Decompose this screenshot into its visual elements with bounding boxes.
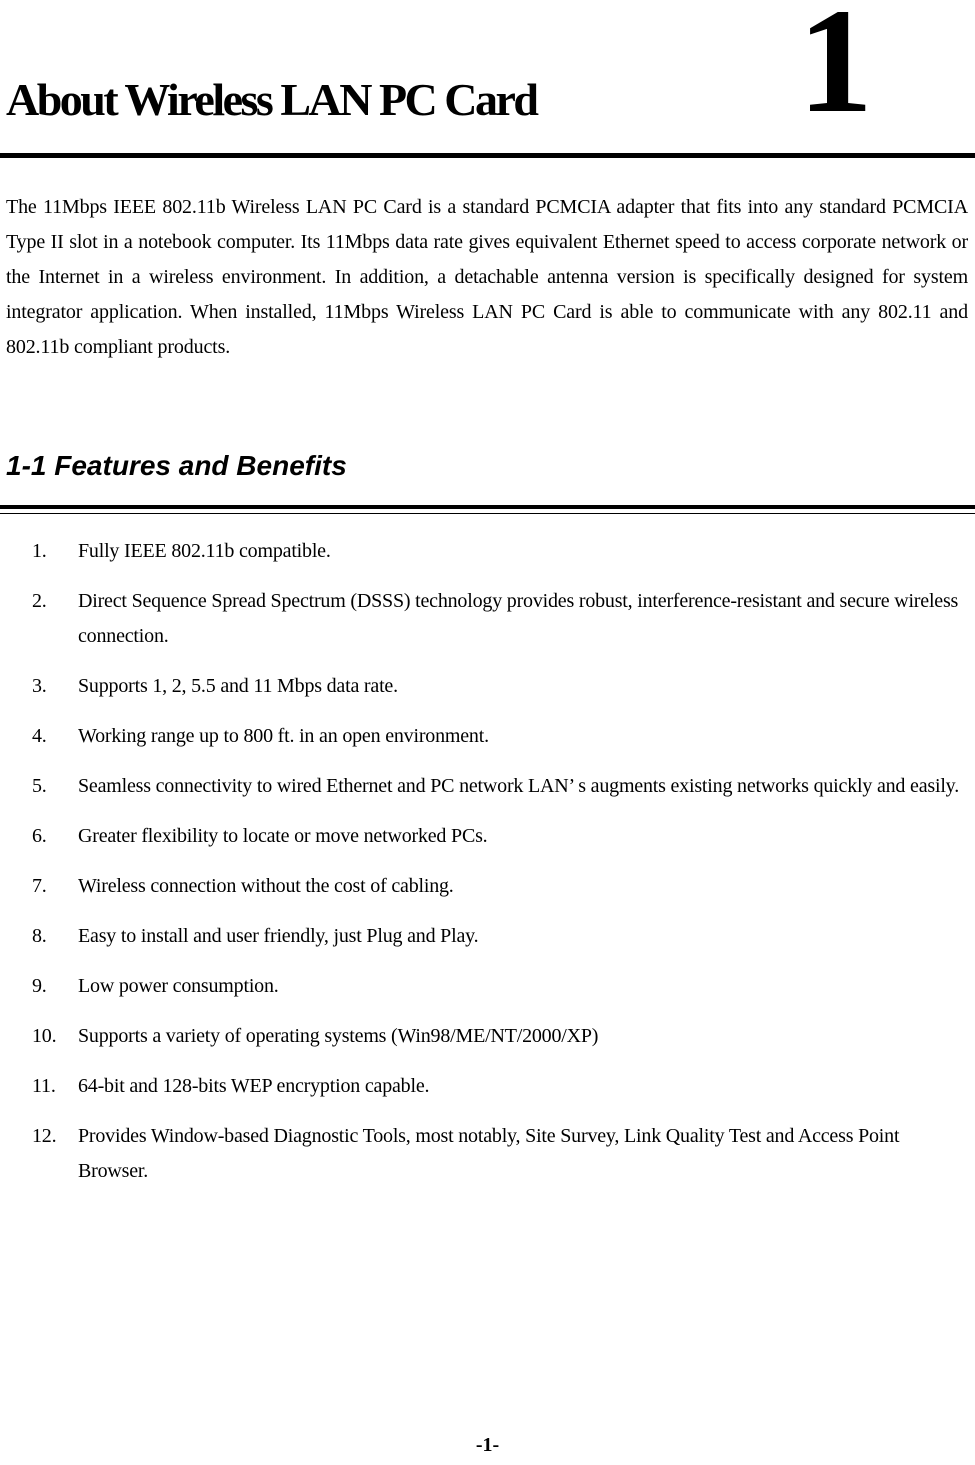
list-item — [0, 669, 963, 704]
list-item-number: 5. — [32, 775, 47, 797]
list-item-text: Wireless connection without the cost of cabling. — [78, 875, 454, 897]
list-item-number: 1. — [32, 540, 47, 562]
list-item — [0, 534, 963, 569]
feature-list — [0, 534, 975, 1204]
list-item-text: Seamless connectivity to wired Ethernet and PC network LAN’ s augments existing networks quickly and easily. — [78, 775, 959, 797]
list-item-text: Supports a variety of operating systems (Win98/ME/NT/2000/XP) — [78, 1025, 599, 1047]
list-item-number: 10. — [32, 1025, 57, 1047]
list-item-number: 3. — [32, 675, 47, 697]
list-item-number: 2. — [32, 590, 47, 612]
list-item — [0, 1119, 963, 1189]
list-item — [0, 969, 963, 1004]
intro-paragraph: The 11Mbps IEEE 802.11b Wireless LAN PC Card is a standard PCMCIA adapter that fits into any standard PCMCIA Type II slot in a notebook computer. Its 11Mbps data rate gives equivalent Ethernet speed to access corporate network or the Internet in a wireless environment. In addition, a detachable antenna version is specifically designed for system integrator application. When installed, 11Mbps Wireless LAN PC Card is able to communicate with any 802.11 and 802.11b compliant products. — [6, 196, 968, 358]
chapter-header — [0, 0, 975, 160]
list-item-number: 11. — [32, 1075, 56, 1097]
list-item-number: 4. — [32, 725, 47, 747]
list-item — [0, 869, 963, 904]
section-title: 1-1 Features and Benefits — [6, 450, 347, 481]
list-item-text: Supports 1, 2, 5.5 and 11 Mbps data rate. — [78, 675, 398, 697]
chapter-number: 1 — [798, 0, 873, 144]
list-item-text: Provides Window-based Diagnostic Tools, most notably, Site Survey, Link Quality Test and Access Point Browser. — [78, 1125, 900, 1182]
list-item-text: Fully IEEE 802.11b compatible. — [78, 540, 331, 562]
list-item-number: 12. — [32, 1125, 57, 1147]
list-item-text: Greater flexibility to locate or move networked PCs. — [78, 825, 488, 847]
list-item — [0, 919, 963, 954]
list-item-number: 9. — [32, 975, 47, 997]
list-item-number: 8. — [32, 925, 47, 947]
list-item-text: 64-bit and 128-bits WEP encryption capable. — [78, 1075, 430, 1097]
list-item — [0, 1019, 963, 1054]
list-item — [0, 584, 963, 654]
section-divider-thick — [0, 505, 975, 509]
list-item-text: Easy to install and user friendly, just Plug and Play. — [78, 925, 479, 947]
list-item-number: 7. — [32, 875, 47, 897]
header-divider — [0, 153, 975, 158]
list-item-text: Low power consumption. — [78, 975, 279, 997]
section-divider-thin — [0, 513, 975, 514]
page-number: -1- — [475, 1434, 500, 1456]
list-item — [0, 719, 963, 754]
list-item-text: Working range up to 800 ft. in an open environment. — [78, 725, 489, 747]
list-item — [0, 819, 963, 854]
list-item — [0, 769, 963, 804]
list-item — [0, 1069, 963, 1104]
list-item-number: 6. — [32, 825, 47, 847]
list-item-text: Direct Sequence Spread Spectrum (DSSS) technology provides robust, interference-resistant and secure wireless connection. — [78, 590, 959, 647]
chapter-title: About Wireless LAN PC Card — [6, 74, 537, 125]
